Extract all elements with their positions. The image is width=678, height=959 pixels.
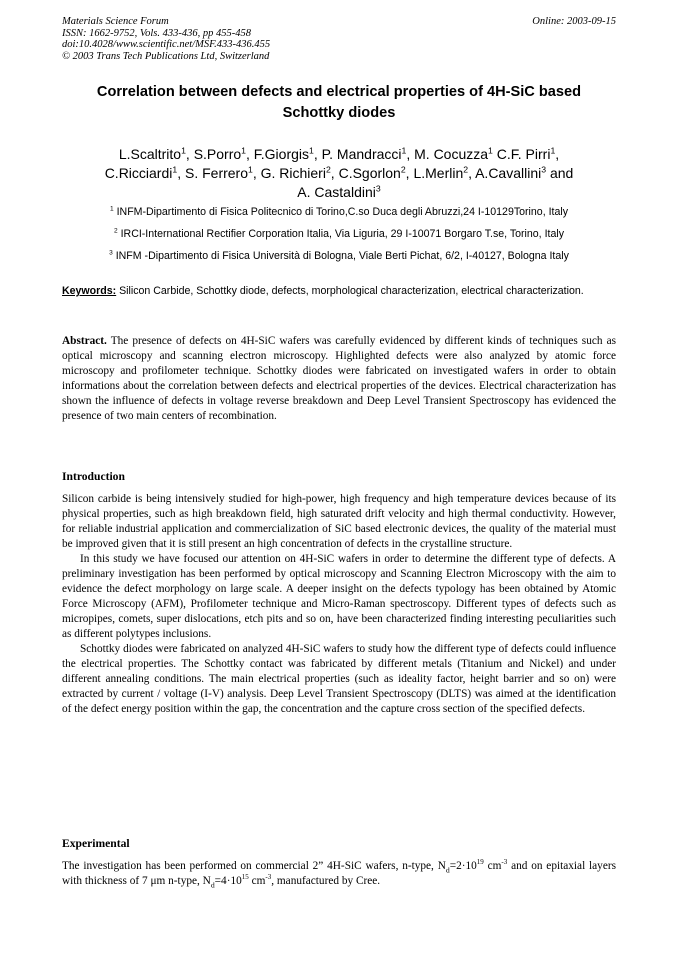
affiliation-text: INFM -Dipartimento di Fisica Università di Bologna, Viale Berti Pichat, 6/2, I-40127, Bologna Italy: [115, 250, 569, 262]
affiliation-text: INFM-Dipartimento di Fisica Politecnico di Torino,C.so Duca degli Abruzzi,24 I-10129Torino, Italy: [116, 206, 569, 218]
author-separator: ,: [330, 165, 339, 181]
abstract-text: The presence of defects on 4H-SiC wafers was carefully evidenced by different kinds of techniques such as optical microscopy and scanning electron microscopy. Highlighted defects were also analyzed by atomic force microscopy and profilometer technique. Schottky diodes were fabricated on investigated wafers in order to obtain informations about the correlation between defects and electrical properties of the devices. Electrical characterization has shown the influence of defects in voltage reverse breakdown and Deep Level Transient Spectroscopy has evidenced the presence of two main centers of recombination.: [62, 335, 616, 422]
exp-text: =2·10: [449, 860, 477, 872]
author-separator: ,: [313, 146, 322, 162]
exp-text: and on epitaxial layers with thickness of 7 μm n-type, N: [62, 860, 616, 887]
affiliation-number: 1: [109, 205, 114, 213]
exp-superscript: 19: [476, 858, 484, 867]
introduction-body: [62, 492, 616, 717]
exp-superscript: 15: [241, 873, 249, 882]
author-name: C.Ricciardi: [104, 165, 173, 181]
author-affiliation-mark: 1: [172, 164, 178, 175]
author-name: C.Sgorlon: [338, 165, 401, 181]
author-affiliation-mark: 1: [181, 145, 186, 156]
copyright-line: © 2003 Trans Tech Publications Ltd, Switzerland: [62, 50, 270, 62]
exp-superscript: -3: [265, 873, 272, 882]
title-line-1: Correlation between defects and electrical properties of 4H-SiC based: [96, 84, 582, 100]
exp-subscript: d: [210, 880, 215, 890]
experimental-paragraph: [62, 859, 616, 889]
affiliation-2: [62, 228, 616, 241]
journal-name: Materials Science Forum: [62, 16, 169, 27]
exp-text: cm: [248, 875, 266, 887]
exp-text: =4·10: [214, 875, 242, 887]
affiliation-3: [62, 250, 616, 263]
author-separator: ,: [177, 165, 185, 181]
keywords-label: Keywords:: [62, 285, 117, 297]
exp-superscript: -3: [501, 858, 508, 867]
exp-text: cm: [483, 860, 502, 872]
author-affiliation-mark: 1: [309, 145, 314, 156]
abstract-block: [62, 334, 616, 424]
author-name: S.Porro: [193, 146, 242, 162]
online-date: Online: 2003-09-15: [532, 16, 616, 27]
author-separator: ,: [245, 146, 254, 162]
paper-title: [62, 82, 616, 124]
abstract-label: Abstract.: [62, 335, 107, 347]
affiliation-1: [62, 206, 616, 219]
author-name: M. Cocuzza: [414, 146, 489, 162]
author-separator: ,: [252, 165, 261, 181]
author-name: G. Richieri: [260, 165, 326, 181]
keywords-block: [62, 285, 616, 299]
issn-line: ISSN: 1662-9752, Vols. 433-436, pp 455-458: [62, 27, 251, 39]
author-separator: ,: [185, 146, 194, 162]
author-affiliation-mark: 1: [401, 145, 407, 156]
author-affiliation-mark: 1: [248, 164, 253, 175]
author-affiliation-mark: 2: [325, 164, 331, 175]
doi-line[interactable]: doi:10.4028/www.scientific.net/MSF.433-436.455: [62, 39, 271, 50]
affiliation-text: IRCI-International Rectifier Corporation Italia, Via Liguria, 29 I-10071 Borgaro T.se, Torino, Italy: [120, 228, 564, 240]
author-affiliation-mark: 1: [550, 145, 556, 156]
author-separator: ,: [468, 165, 476, 181]
introduction-heading: Introduction: [62, 470, 125, 483]
title-line-2: Schottky diodes: [282, 105, 396, 121]
introduction-paragraph-3: Schottky diodes were fabricated on analyzed 4H-SiC wafers to study how the different type of defects could influence the electrical properties. The Schottky contact was fabricated by different metals (Titanium and Nickel) and under different annealing conditions. The main electrical properties (such as ideality factor, height barrier and so on) were extracted by current / voltage (I-V) analysis. Deep Level Transient Spectroscopy (DLTS) was aimed at the identification of the defect energy position within the gap, the concentration and the capture cross section of the specified defects.: [62, 643, 616, 715]
author-separator: ,: [406, 146, 415, 162]
author-name: A.Cavallini: [475, 165, 542, 181]
author-list: [62, 145, 616, 202]
author-name: P. Mandracci: [321, 146, 402, 162]
author-affiliation-mark: 1: [241, 145, 246, 156]
author-affiliation-mark: 2: [400, 164, 406, 175]
exp-text: The investigation has been performed on commercial 2” 4H-SiC wafers, n-type, N: [62, 860, 446, 872]
author-affiliation-mark: 3: [375, 183, 381, 194]
journal-header: [62, 16, 616, 62]
author-name: C.F. Pirri: [496, 146, 551, 162]
experimental-heading: Experimental: [62, 837, 130, 850]
affiliation-number: 2: [113, 227, 118, 235]
affiliation-number: 3: [109, 249, 113, 257]
introduction-paragraph-1: Silicon carbide is being intensively studied for high-power, high frequency and high temperature devices because of its physical properties, such as high breakdown field, high saturated drift velocity and high thermal conductivity. However, for reliable industrial application and commercialization of SiC based electronic devices, the quality of the material must be improved given that it is still present an high concentration of defects in the crystalline structure.: [62, 493, 616, 550]
author-separator: ,: [405, 165, 414, 181]
author-affiliation-mark: 2: [463, 164, 469, 175]
author-name: S. Ferrero: [184, 165, 248, 181]
author-name: A. Castaldini: [297, 184, 376, 200]
author-name: F.Giorgis: [253, 146, 309, 162]
author-affiliation-mark: 3: [541, 164, 547, 175]
author-name: L.Scaltrito: [118, 146, 182, 162]
introduction-paragraph-2: In this study we have focused our attention on 4H-SiC wafers in order to determine the different type of defects. A preliminary investigation has been performed by optical microscopy and Scanning Electron Microscopy with the aim to evidence the defect morphology on large scale. A deeper insight on the defects typology has been obtained by Atomic Force Microscopy (AFM), Profilometer technique and Micro-Raman spectroscopy. Different types of defects such as micropipes, comets, super dislocations, etch pits and so on, have been characterized finding interesting peculiarities such as different polytypes inclusions.: [62, 553, 616, 640]
exp-text: , manufactured by Cree.: [271, 875, 381, 887]
author-separator: and: [546, 165, 574, 181]
exp-subscript: d: [445, 865, 450, 875]
keywords-text: Silicon Carbide, Schottky diode, defects, morphological characterization, electrical characterization.: [116, 285, 584, 297]
author-separator: ,: [555, 146, 560, 162]
author-name: L.Merlin: [413, 165, 464, 181]
author-affiliation-mark: 1: [488, 145, 493, 156]
